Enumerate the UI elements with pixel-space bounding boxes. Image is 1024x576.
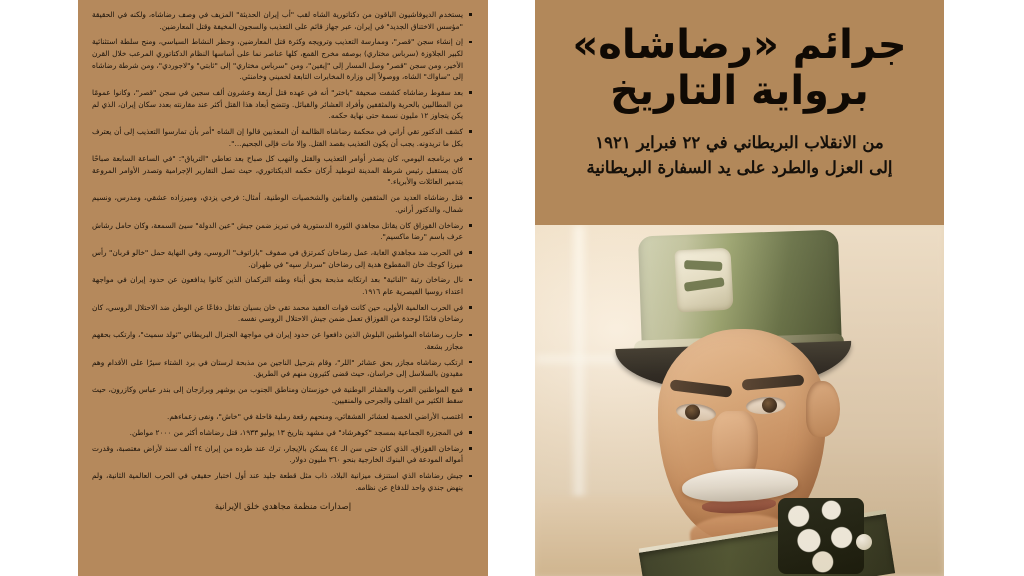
list-item: يستخدم الديوفاشيون الباقون من دكتاتورية الشاه لقب "أب إيران الحديثة" المزيف في وصف رضاشاه، ولكنه في الحقيقة "مؤسس الاختناق الجديد" في إيران، عبر جهاز قائم على التعذيب والسجون المخيفة وقتل المعارضين. (92, 9, 474, 32)
list-item: رضاخان القوزاق كان يقاتل مجاهدي الثورة الدستورية في تبريز ضمن جيش "عين الدولة" سيئ السمعة، وكان حامل رشاش عرف باسم "رضا ماكسيم". (92, 220, 474, 243)
list-item: قمع المواطنين العرب والعشائر الوطنية في خوزستان ومناطق الجنوب من بوشهر وبرازجان إلى بندر عباس وكازرون، حيث سقط الكثير من القتلى والجرحى والمنفيين. (92, 384, 474, 407)
list-item: كشف الدكتور تقي أراني في محكمة رضاشاه الظالمة أن المعذبين قالوا إن الشاه "أمر بأن تمارسوا التعذيب إلى أن يعترف بكل ما تريدونه. يجب أن يكون التعذيب بقصد القتل. وإلا مات فإلى الجحيم...". (92, 126, 474, 149)
page-title (551, 22, 928, 114)
poster-subtitle (551, 130, 928, 180)
poster-header (535, 0, 944, 225)
list-item: جيش رضاشاه الذي استنزف ميزانية البلاد، ذاب مثل قطعة جليد عند أول اختبار حقيقي في الحرب العالمية الثانية، ولم ينهض جندي واحد للدفاع عن نظامه. (92, 470, 474, 493)
bullet-list (92, 9, 474, 493)
publisher-credit: إصدارات منظمة مجاهدي خلق الإيرانية (214, 502, 352, 513)
uniform-braid-decoration (778, 498, 864, 574)
poster-subtitle-line-2: إلى العزل والطرد على يد السفارة البريطانية (586, 158, 893, 177)
iris-left (684, 404, 700, 420)
list-item: إن إنشاء سجن "قصر"، وممارسة التعذيب وترويجه وكثرة قتل المعارضين، وحظر النشاط السياسي، ومنح سلطة استثنائية لكبير الجلاوزة (سرباس مختاري) بوصفه مخرج القمع، كلها عناصر نما على أساسها النظام الدكتاتوري المرعب خلال القرن الأخير، ومن سجن "قصر" وصل المسار إلى "إيفين"، ومن "سرباس مختاري" إلى "ثابتي" و"لاجوردي"، ومن شرطة رضاشاه إلى "ساواك" الشاه، ووصولاً إلى وزارة المخابرات التابعة لخميني وخامنئي. (92, 36, 474, 82)
list-item: اغتصب الأراضي الخصبة لعشائر القشقائي، ومنحهم رقعة رملية قاحلة في "خاش"، ونفى زعماءهم. (92, 411, 474, 423)
list-item: حارب رضاشاه المواطنين البلوش الذين دافعوا عن حدود إيران في مواجهة الجنرال البريطاني "ئولد سميث"، وارتكب بحقهم مجازر بشعة. (92, 329, 474, 352)
poster-title-line-1: جرائم «رضاشاه» (572, 22, 907, 68)
list-item: في الحرب العالمية الأولى، حين كانت قوات العقيد محمد تقي خان بسيان تقاتل دفاعًا عن الوطن ضد الاحتلال الروسي، كان رضاخان قائدًا لوحدة من القوزاق تعمل ضمن جيش الاحتلال الروسي نفسه. (92, 302, 474, 325)
iris-right (761, 397, 777, 413)
list-item: نال رضاخان رتبة "النائبة" بعد ارتكابه مذبحة بحق أبناء وطنه التركمان الذين كانوا يدافعون عن حدود إيران في مواجهة اعتداء روسيا القيصرية عام ١٩١٦. (92, 274, 474, 297)
poster-title-line-2: برواية التاريخ (610, 68, 869, 114)
text-panel (78, 0, 488, 576)
portrait-photo (535, 225, 944, 576)
poster-panel (535, 0, 944, 576)
list-item: رضاخان القوزاق، الذي كان حتى سن الـ ٤٤ يسكن بالإيجار، ترك عند طرده من إيران ٢٤ ألف سند لأراض مغتصبة، وقدرت أمواله المودعة في البنوك الخارجية بنحو ٣٦٠ مليون دولار. (92, 443, 474, 466)
poster-subtitle-line-1: من الانقلاب البريطاني في ٢٢ فبراير ١٩٢١ (595, 133, 884, 152)
list-item: ارتكب رضاشاه مجازر بحق عشائر "اللر"، وقام بترحيل الناجين من مذبحة لرستان في برد الشتاء سيرًا على الأقدام وهم مقيدون بالسلاسل إلى خراسان، حيث قضى كثيرون منهم في الطريق. (92, 357, 474, 380)
list-item: في المجزرة الجماعية بمسجد "كوهرشاد" في مشهد بتاريخ ١٣ يوليو ١٩٣٣، قتل رضاشاه أكثر من ٢٠٠٠ مواطن. (92, 427, 474, 439)
ear (806, 381, 840, 437)
list-item: في الحرب ضد مجاهدي الغابة، عمل رضاخان كمرتزق في صفوف "باراتوف" الروسي، وفي النهاية حمل "خالو قربان" رأس ميرزا كوجك خان المقطوع هدية إلى رضاخان "سردار سپه" في طهران. (92, 247, 474, 270)
list-item: في برنامجه اليومي، كان يصدر أوامر التعذيب والقتل والنهب كل صباح بعد تعاطي "الترياق": "في الساعة السابعة صباحًا كان يستقبل رئيس شرطة المدينة لتوطيد أركان حكمه الديكتاتوري، حيث تصل التقارير الإجرامية وتصدر الأوامر المروعة بتدمير العائلات والأبرياء." (92, 153, 474, 188)
list-item: بعد سقوط رضاشاه كشفت صحيفة "باختر" أنه في عهده قتل أربعة وعشرون ألف سجين في سجن "قصر"، وكانوا عمومًا من المطالبين بالحرية والمثقفين وأفراد العشائر والقبائل. وتتضح أبعاد هذا القتل أكثر عند مقارنته بعدد سكان إيران، الذي لم يكن يتجاوز ١٢ مليون نسمة حتى نهاية حكمه. (92, 87, 474, 122)
uniform-button (856, 534, 872, 550)
portrait-figure (590, 233, 880, 576)
cap-badge-icon (674, 248, 733, 313)
list-item: قتل رضاشاه العديد من المثقفين والفنانين والشخصيات الوطنية، أمثال: فرخي يزدي، وميرزاده عشقي، ومدرس، ونسيم شمال، والدكتور أراني. (92, 192, 474, 215)
